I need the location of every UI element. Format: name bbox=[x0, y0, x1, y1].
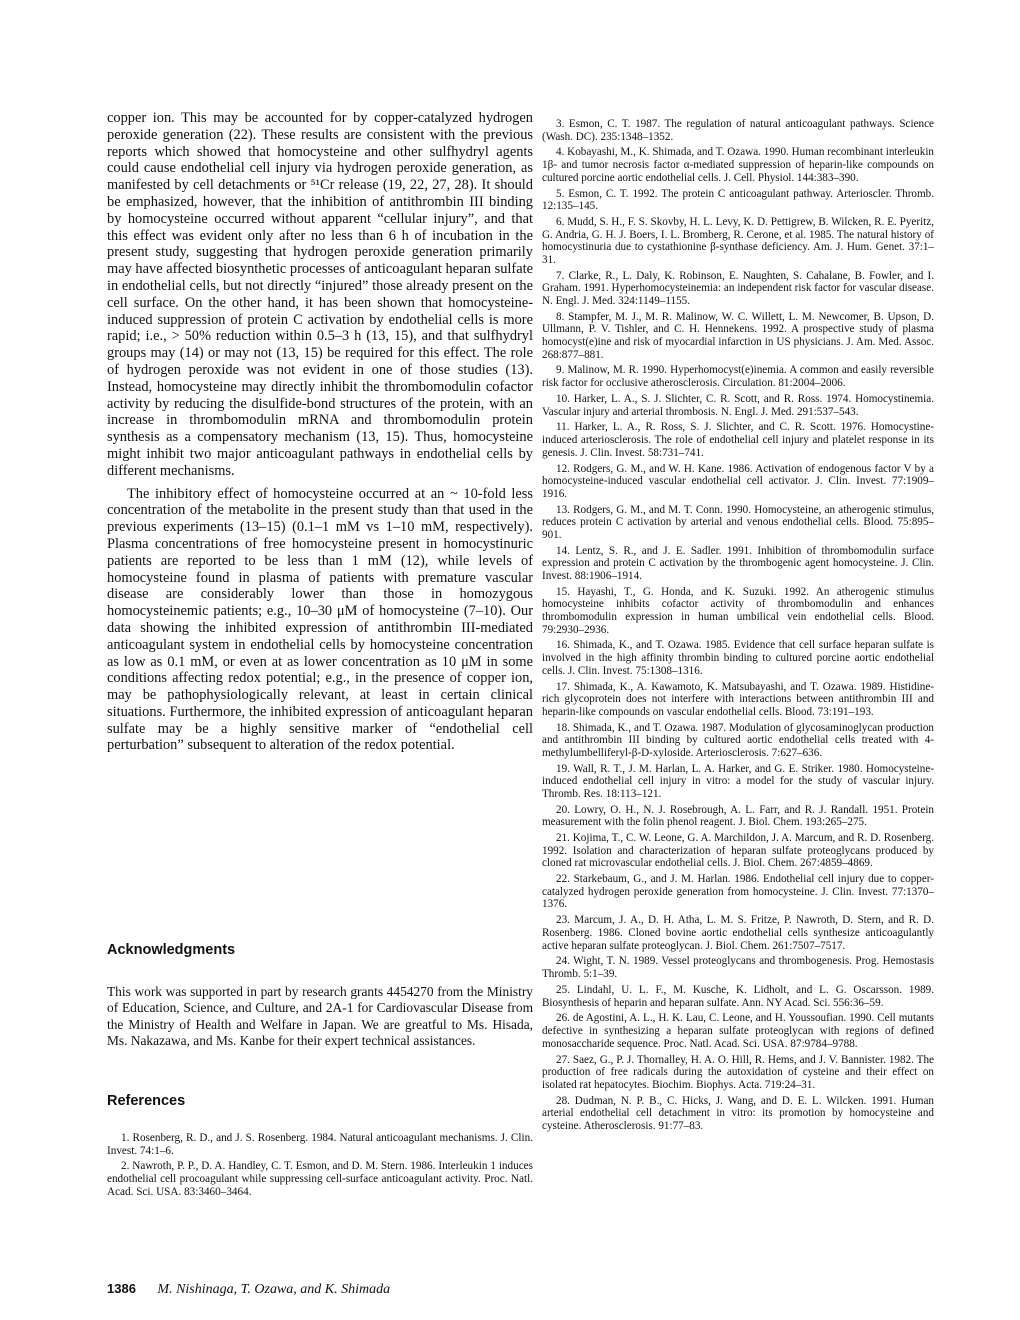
references-heading: References bbox=[107, 1093, 186, 1109]
body-paragraph-1: copper ion. This may be accounted for by copper-catalyzed hydrogen peroxide generation (22). These results are consistent with the previous reports which showed that homocysteine and other sulfhydryl agents could cause endothelial cell injury via hydrogen peroxide generation, as manifested by cell detachments or ⁵¹Cr release (19, 22, 27, 28). It should be emphasized, however, that the inhibition of antithrombin III binding by homocysteine occurred without apparent “cellular injury”, and that this effect was evident only after no less than 6 h of incubation in the present study, suggesting that hydrogen peroxide generation primarily may have affected biosynthetic processes of anticoagulant heparan sulfate in endothelial cells, but not directly “injured” those already present on the cell surface. On the other hand, it has been shown that homocysteine-induced suppression of protein C activation by endothelial cells is more rapid; i.e., > 50% reduction within 0.5–3 h (13, 15), and that sulfhydryl groups may (14) or may not (13, 15) be required for this effect. The role of hydrogen peroxide was not evident in one of those studies (13). Instead, homocysteine may directly inhibit the thrombomodulin cofactor activity by reducing the disulfide-bond structures of the protein, with an increase in thrombomodulin mRNA and thrombomodulin protein synthesis as a compensatory mechanism (13, 15). Thus, homocysteine might inhibit two major anticoagulant pathways in endothelial cells by different mechanisms. bbox=[107, 110, 533, 479]
reference-item: 13. Rodgers, G. M., and M. T. Conn. 1990. Homocysteine, an atherogenic stimulus, reduces protein C activation by arterial and venous endothelial cells. Blood. 75:895–901. bbox=[542, 503, 934, 541]
reference-item: 6. Mudd, S. H., F. S. Skovby, H. L. Levy, K. D. Pettigrew, B. Wilcken, R. E. Pyeritz, G. Andria, G. H. J. Boers, I. L. Bromberg, R. Cerone, et al. 1985. The natural history of homocystinuria due to cystathionine β-synthase deficiency. Am. J. Hum. Genet. 37:1–31. bbox=[542, 216, 934, 266]
reference-item: 2. Nawroth, P. P., D. A. Handley, C. T. Esmon, and D. M. Stern. 1986. Interleukin 1 induces endothelial cell procoagulant while suppressing cell-surface anticoagulant activity. Proc. Natl. Acad. Sci. USA. 83:3460–3464. bbox=[107, 1160, 533, 1198]
body-paragraph-2: The inhibitory effect of homocysteine occurred at an ~ 10-fold less concentration of the metabolite in the present study than that used in the previous experiments (13–15) (0.1–1 mM vs 1–10 mM, respectively). Plasma concentrations of free homocysteine present in homocystinuric patients are reported to be less than 1 mM (12), while levels of homocysteine found in plasma of patients with premature vascular disease are considerably lower than those in homozygous homocysteinemic patients; e.g., 10–30 μM of homocysteine (7–10). Our data showing the inhibited expression of antithrombin III-mediated anticoagulant system in endothelial cells by homocysteine concentration as low as 0.1 mM, or even at as lower concentration as 10 μM in some conditions affecting redox potential; e.g., in the presence of copper ion, may be pathophysiologically relevant, at least in certain clinical situations. Furthermore, the inhibited expression of anticoagulant heparan sulfate may be a highly sensitive marker of “endothelial cell perturbation” subsequent to alteration of the redox potential. bbox=[107, 485, 533, 754]
reference-item: 21. Kojima, T., C. W. Leone, G. A. Marchildon, J. A. Marcum, and R. D. Rosenberg. 1992. Isolation and characterization of heparan sulfate proteoglycans produced by cloned rat microvascular endothelial cells. J. Biol. Chem. 267:4859–4869. bbox=[542, 832, 934, 870]
acknowledgments-text: This work was supported in part by research grants 4454270 from the Ministry of Education, Science, and Culture, and 2A-1 for Cardiovascular Disease from the Ministry of Health and Welfare in Japan. We are greatful to Ms. Hisada, Ms. Nakazawa, and Ms. Kanbe for their expert technical assistances. bbox=[107, 984, 533, 1048]
acknowledgments-heading: Acknowledgments bbox=[107, 942, 236, 958]
reference-item: 23. Marcum, J. A., D. H. Atha, L. M. S. Fritze, P. Nawroth, D. Stern, and R. D. Rosenberg. 1986. Cloned bovine aortic endothelial cells synthesize anticoagulantly active heparan sulfate proteoglycan. J. Biol. Chem. 261:7507–7517. bbox=[542, 914, 934, 952]
references-left-list bbox=[107, 1132, 533, 1202]
left-column bbox=[107, 110, 533, 754]
reference-item: 10. Harker, L. A., S. J. Slichter, C. R. Scott, and R. Ross. 1974. Homocystinemia. Vascular injury and arterial thrombosis. N. Engl. J. Med. 291:537–543. bbox=[542, 392, 934, 418]
references-right-list bbox=[542, 118, 934, 1136]
reference-item: 27. Saez, G., P. J. Thornalley, H. A. O. Hill, R. Hems, and J. V. Bannister. 1982. The production of free radicals during the autoxidation of cysteine and their effect on isolated rat hepatocytes. Biochim. Biophys. Acta. 719:24–31. bbox=[542, 1053, 934, 1091]
reference-item: 20. Lowry, O. H., N. J. Rosebrough, A. L. Farr, and R. J. Randall. 1951. Protein measurement with the folin phenol reagent. J. Biol. Chem. 193:265–275. bbox=[542, 803, 934, 829]
running-authors: M. Nishinaga, T. Ozawa, and K. Shimada bbox=[157, 1282, 391, 1297]
reference-item: 19. Wall, R. T., J. M. Harlan, L. A. Harker, and G. E. Striker. 1980. Homocysteine-induced endothelial cell injury in vitro: a model for the study of vascular injury. Thromb. Res. 18:113–121. bbox=[542, 762, 934, 800]
reference-item: 24. Wight, T. N. 1989. Vessel proteoglycans and thrombogenesis. Prog. Hemostasis Thromb. 5:1–39. bbox=[542, 955, 934, 981]
reference-item: 15. Hayashi, T., G. Honda, and K. Suzuki. 1992. An atherogenic stimulus homocysteine inhibits cofactor activity of thrombomodulin and enhances thrombomodulin expression in human umbilical vein endothelial cells. Blood. 79:2930–2936. bbox=[542, 585, 934, 636]
reference-item: 25. Lindahl, U. L. F., M. Kusche, K. Lidholt, and L. G. Oscarsson. 1989. Biosynthesis of heparin and heparan sulfate. Ann. NY Acad. Sci. 556:36–59. bbox=[542, 983, 934, 1009]
reference-item: 18. Shimada, K., and T. Ozawa. 1987. Modulation of glycosaminoglycan production and antithrombin III binding by cultured aortic endothelial cells treated with 4-methylumbelliferyl-β-D-xyloside. Arteriosclerosis. 7:627–636. bbox=[542, 721, 934, 759]
reference-item: 28. Dudman, N. P. B., C. Hicks, J. Wang, and D. E. L. Wilcken. 1991. Human arterial endothelial cell detachment in vitro: its promotion by homocysteine and cysteine. Atherosclerosis. 91:77–83. bbox=[542, 1094, 934, 1132]
reference-item: 5. Esmon, C. T. 1992. The protein C anticoagulant pathway. Arterioscler. Thromb. 12:135–145. bbox=[542, 187, 934, 213]
page-footer bbox=[107, 1281, 390, 1298]
reference-item: 16. Shimada, K., and T. Ozawa. 1985. Evidence that cell surface heparan sulfate is involved in the high affinity thrombin binding to cultured porcine aortic endothelial cells. J. Clin. Invest. 75:1308–1316. bbox=[542, 639, 934, 677]
reference-item: 17. Shimada, K., A. Kawamoto, K. Matsubayashi, and T. Ozawa. 1989. Histidine-rich glycoprotein does not interfere with interactions between antithrombin III and heparin-like compounds on vascular endothelial cells. Blood. 73:191–193. bbox=[542, 680, 934, 718]
reference-item: 14. Lentz, S. R., and J. E. Sadler. 1991. Inhibition of thrombomodulin surface expression and protein C activation by the thrombogenic agent homocysteine. J. Clin. Invest. 88:1906–1914. bbox=[542, 544, 934, 582]
reference-item: 4. Kobayashi, M., K. Shimada, and T. Ozawa. 1990. Human recombinant interleukin 1β- and tumor necrosis factor α-mediated suppression of heparin-like compounds on cultured porcine aortic endothelial cells. J. Cell. Physiol. 144:383–390. bbox=[542, 146, 934, 184]
reference-item: 26. de Agostini, A. L., H. K. Lau, C. Leone, and H. Youssoufian. 1990. Cell mutants defective in synthesizing a heparan sulfate proteoglycan with regions of defined monosaccharide sequence. Proc. Natl. Acad. Sci. USA. 87:9784–9788. bbox=[542, 1012, 934, 1050]
reference-item: 3. Esmon, C. T. 1987. The regulation of natural anticoagulant pathways. Science (Wash. DC). 235:1348–1352. bbox=[542, 118, 934, 143]
reference-item: 12. Rodgers, G. M., and W. H. Kane. 1986. Activation of endogenous factor V by a homocysteine-induced vascular endothelial cell activator. J. Clin. Invest. 77:1909–1916. bbox=[542, 462, 934, 500]
reference-item: 9. Malinow, M. R. 1990. Hyperhomocyst(e)inemia. A common and easily reversible risk factor for occlusive atherosclerosis. Circulation. 81:2004–2006. bbox=[542, 364, 934, 390]
reference-item: 11. Harker, L. A., R. Ross, S. J. Slichter, and C. R. Scott. 1976. Homocystine-induced arteriosclerosis. The role of endothelial cell injury and platelet response in its genesis. J. Clin. Invest. 58:731–741. bbox=[542, 421, 934, 459]
page-number: 1386 bbox=[107, 1281, 136, 1296]
reference-item: 22. Starkebaum, G., and J. M. Harlan. 1986. Endothelial cell injury due to copper-catalyzed hydrogen peroxide generation from homocysteine. J. Clin. Invest. 77:1370–1376. bbox=[542, 873, 934, 911]
acknowledgments-section bbox=[107, 984, 533, 1049]
reference-item: 8. Stampfer, M. J., M. R. Malinow, W. C. Willett, L. M. Newcomer, B. Upson, D. Ullmann, P. V. Tishler, and C. H. Hennekens. 1992. A prospective study of plasma homocyst(e)ine and risk of myocardial infarction in US physicians. J. Am. Med. Assoc. 268:877–881. bbox=[542, 310, 934, 361]
reference-item: 7. Clarke, R., L. Daly, K. Robinson, E. Naughten, S. Cahalane, B. Fowler, and I. Graham. 1991. Hyperhomocysteinemia: an independent risk factor for vascular disease. N. Engl. J. Med. 324:1149–1155. bbox=[542, 269, 934, 307]
reference-item: 1. Rosenberg, R. D., and J. S. Rosenberg. 1984. Natural anticoagulant mechanisms. J. Clin. Invest. 74:1–6. bbox=[107, 1132, 533, 1157]
